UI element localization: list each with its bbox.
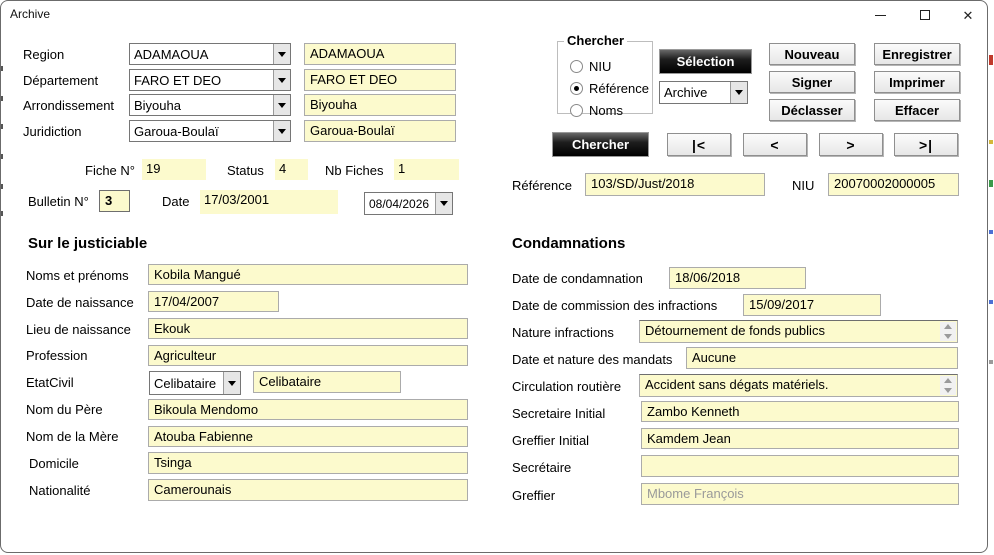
condamnations-section-title: Condamnations xyxy=(512,235,626,252)
juridiction-value-field[interactable]: Garoua-Boulaï xyxy=(304,120,456,142)
maximize-button[interactable] xyxy=(902,1,948,29)
archive-mode-combo[interactable] xyxy=(659,81,748,104)
fiche-label: Fiche N° xyxy=(85,163,135,178)
circulation-label: Circulation routière xyxy=(512,379,622,394)
profession-field[interactable]: Agriculteur xyxy=(148,345,468,366)
nationalite-field[interactable]: Camerounais xyxy=(148,479,468,501)
nature-infractions-field[interactable] xyxy=(639,320,958,343)
greffier-field[interactable]: Mbome François xyxy=(641,483,959,505)
bulletin-field[interactable]: 3 xyxy=(99,190,130,212)
mandats-field[interactable]: Aucune xyxy=(686,347,958,369)
spin-down-icon xyxy=(944,334,952,339)
date-commission-field[interactable]: 15/09/2017 xyxy=(743,294,881,316)
edge-artifact xyxy=(1,66,3,71)
chevron-down-icon[interactable] xyxy=(730,82,747,103)
maximize-icon xyxy=(920,10,930,20)
edge-artifact-strip xyxy=(989,0,994,555)
etat-civil-value-field[interactable]: Celibataire xyxy=(253,371,401,393)
departement-combo[interactable] xyxy=(129,69,291,91)
signer-button[interactable]: Signer xyxy=(769,71,855,93)
region-label: Region xyxy=(23,47,65,62)
chevron-down-icon[interactable] xyxy=(273,44,290,64)
juridiction-label: Juridiction xyxy=(23,124,82,139)
region-combo-value: ADAMAOUA xyxy=(134,46,209,62)
arrondissement-combo[interactable] xyxy=(129,94,291,116)
radio-reference[interactable] xyxy=(570,82,583,95)
secretaire-field[interactable] xyxy=(641,455,959,477)
close-icon: ✕ xyxy=(962,7,974,23)
date-label: Date xyxy=(162,194,190,209)
date-commission-label: Date de commission des infractions xyxy=(512,298,718,313)
date-picker-value: 08/04/2026 xyxy=(369,196,430,211)
domicile-label: Domicile xyxy=(29,456,79,471)
nouveau-button[interactable]: Nouveau xyxy=(769,43,855,65)
nom-mere-field[interactable]: Atouba Fabienne xyxy=(148,426,468,447)
arrondissement-label: Arrondissement xyxy=(23,98,115,113)
profession-label: Profession xyxy=(26,348,88,363)
chevron-down-icon[interactable] xyxy=(273,70,290,90)
juridiction-combo-value: Garoua-Boulaï xyxy=(134,123,219,139)
domicile-field[interactable]: Tsinga xyxy=(148,452,468,474)
spinner-control[interactable] xyxy=(940,376,956,395)
secretaire-label: Secrétaire xyxy=(512,460,572,475)
titlebar xyxy=(1,1,987,29)
nav-last-button[interactable]: >| xyxy=(894,133,958,156)
edge-artifact xyxy=(1,124,3,129)
niu-field[interactable]: 20070002000005 xyxy=(828,173,959,196)
radio-reference-label: Référence xyxy=(589,81,649,96)
region-combo[interactable] xyxy=(129,43,291,65)
spin-up-icon xyxy=(944,324,952,329)
radio-noms[interactable] xyxy=(570,104,583,117)
reference-label: Référence xyxy=(512,178,572,193)
greffier-initial-field[interactable]: Kamdem Jean xyxy=(641,428,959,449)
window-title: Archive xyxy=(10,7,51,21)
minimize-icon xyxy=(875,15,886,16)
nationalite-label: Nationalité xyxy=(29,483,91,498)
edge-artifact xyxy=(1,211,3,216)
edge-artifact xyxy=(1,154,3,159)
chevron-down-icon[interactable] xyxy=(223,372,240,394)
departement-label: Département xyxy=(23,73,99,88)
selection-button[interactable]: Sélection xyxy=(659,49,752,74)
close-button[interactable] xyxy=(945,1,991,29)
reference-field[interactable]: 103/SD/Just/2018 xyxy=(585,173,765,196)
edge-artifact xyxy=(1,96,3,101)
effacer-button[interactable]: Effacer xyxy=(874,99,960,121)
bulletin-label: Bulletin N° xyxy=(28,194,89,209)
spinner-control[interactable] xyxy=(940,322,956,341)
nom-mere-label: Nom de la Mère xyxy=(26,429,119,444)
minimize-button[interactable] xyxy=(857,1,903,29)
region-value-field[interactable]: ADAMAOUA xyxy=(304,43,456,65)
circulation-field[interactable] xyxy=(639,374,958,397)
nom-pere-field[interactable]: Bikoula Mendomo xyxy=(148,399,468,420)
date-condamnation-field[interactable]: 18/06/2018 xyxy=(669,267,806,289)
declasser-button[interactable]: Déclasser xyxy=(769,99,855,121)
enregistrer-button[interactable]: Enregistrer xyxy=(874,43,960,65)
departement-combo-value: FARO ET DEO xyxy=(134,72,222,88)
secretaire-initial-field[interactable]: Zambo Kenneth xyxy=(641,401,959,422)
nature-infractions-value: Détournement de fonds publics xyxy=(645,323,825,338)
nature-infractions-label: Nature infractions xyxy=(512,325,614,340)
departement-value-field[interactable]: FARO ET DEO xyxy=(304,69,456,91)
etat-civil-combo[interactable] xyxy=(149,371,241,395)
chevron-down-icon[interactable] xyxy=(435,193,452,214)
arrondissement-combo-value: Biyouha xyxy=(134,97,181,113)
circulation-value: Accident sans dégats matériels. xyxy=(645,377,829,392)
arrondissement-value-field[interactable]: Biyouha xyxy=(304,94,456,116)
etat-civil-label: EtatCivil xyxy=(26,375,74,390)
mandats-label: Date et nature des mandats xyxy=(512,352,673,367)
nb-fiches-value: 1 xyxy=(394,159,459,180)
secretaire-initial-label: Secretaire Initial xyxy=(512,406,606,421)
noms-label: Noms et prénoms xyxy=(26,268,129,283)
status-value: 4 xyxy=(275,159,308,180)
date-value: 17/03/2001 xyxy=(200,190,338,214)
nav-next-button[interactable]: > xyxy=(819,133,883,156)
nav-first-button[interactable]: |< xyxy=(667,133,731,156)
date-condamnation-label: Date de condamnation xyxy=(512,271,643,286)
imprimer-button[interactable]: Imprimer xyxy=(874,71,960,93)
lieu-naissance-field[interactable]: Ekouk xyxy=(148,318,468,339)
archive-mode-value: Archive xyxy=(664,85,708,100)
chevron-down-icon[interactable] xyxy=(273,95,290,115)
chevron-down-icon[interactable] xyxy=(273,121,290,141)
nom-pere-label: Nom du Père xyxy=(26,402,103,417)
chercher-button[interactable]: Chercher xyxy=(552,132,649,157)
date-naissance-field[interactable]: 17/04/2007 xyxy=(148,291,279,312)
spin-down-icon xyxy=(944,388,952,393)
nav-previous-button[interactable]: < xyxy=(743,133,807,156)
radio-niu-label: NIU xyxy=(589,59,612,74)
justiciable-section-title: Sur le justiciable xyxy=(28,235,148,252)
date-naissance-label: Date de naissance xyxy=(26,295,134,310)
greffier-initial-label: Greffier Initial xyxy=(512,433,590,448)
noms-field[interactable]: Kobila Mangué xyxy=(148,264,468,285)
lieu-naissance-label: Lieu de naissance xyxy=(26,322,131,337)
etat-civil-combo-value: Celibataire xyxy=(154,375,217,391)
date-picker-combo[interactable] xyxy=(364,192,453,215)
chercher-group-title: Chercher xyxy=(564,33,627,48)
spin-up-icon xyxy=(944,378,952,383)
radio-niu[interactable] xyxy=(570,60,583,73)
fiche-value: 19 xyxy=(142,159,206,180)
status-label: Status xyxy=(227,163,264,178)
edge-artifact xyxy=(1,184,3,189)
niu-label: NIU xyxy=(792,178,815,193)
juridiction-combo[interactable] xyxy=(129,120,291,142)
nb-fiches-label: Nb Fiches xyxy=(325,163,384,178)
radio-noms-label: Noms xyxy=(589,103,623,118)
greffier-label: Greffier xyxy=(512,488,556,503)
